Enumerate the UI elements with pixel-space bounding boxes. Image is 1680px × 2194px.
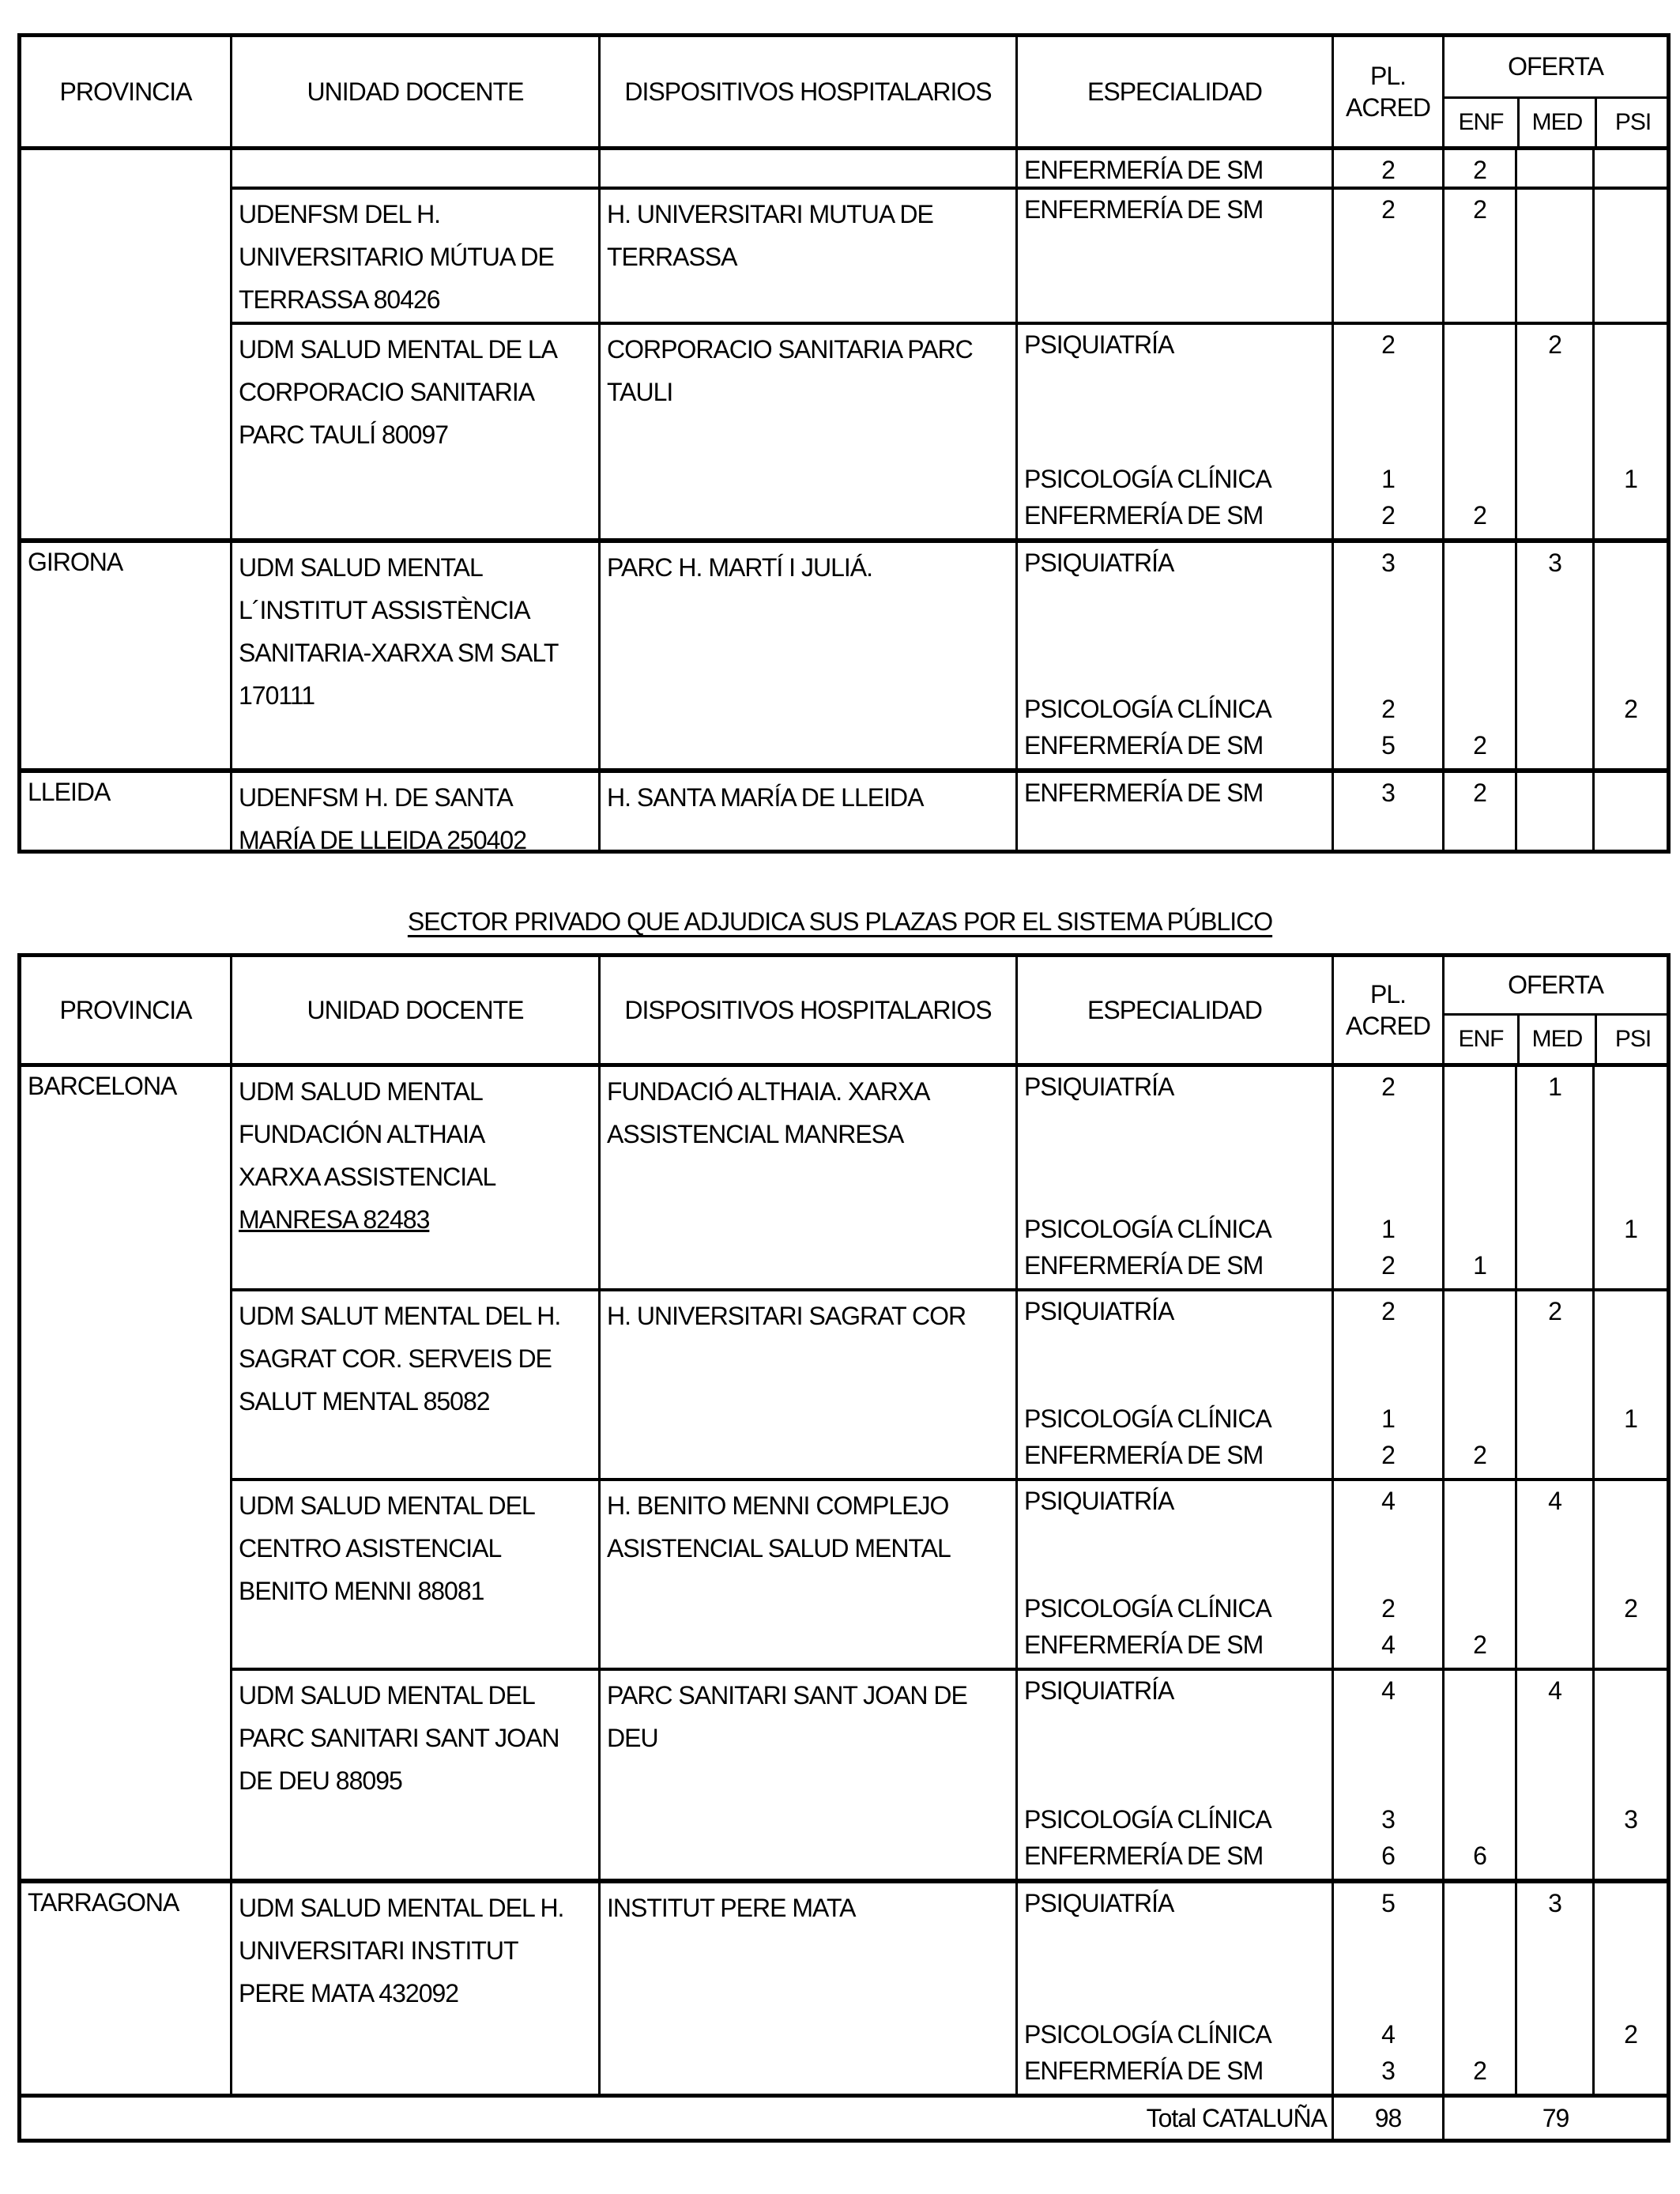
psi-value: [1595, 2053, 1667, 2089]
med-value: [1517, 1400, 1592, 1437]
pl-value: 3: [1381, 2056, 1395, 2085]
header-oferta: OFERTA: [1508, 52, 1603, 81]
psi-value: 2: [1624, 2020, 1637, 2049]
especialidad-cell: [1015, 1671, 1332, 1879]
med-cell: [1515, 1067, 1592, 1288]
enf-value: [1445, 1801, 1515, 1838]
province-group: [21, 538, 1667, 768]
province-rows: [230, 150, 1667, 538]
med-cell: [1515, 325, 1592, 538]
text-line: MANRESA 82483: [239, 1205, 430, 1234]
enf-value: 2: [1473, 1630, 1486, 1659]
text-line: UDM SALUD MENTAL DEL: [239, 1491, 535, 1520]
text-line: SAGRAT COR. SERVEIS DE: [239, 1344, 552, 1373]
especialidad-value: ENFERMERÍA DE SM: [1024, 501, 1264, 530]
unidad-docente-cell: [230, 773, 598, 850]
table-row: [230, 150, 1667, 187]
med-value: [1517, 1627, 1592, 1663]
pl-value: 2: [1381, 1441, 1395, 1469]
total-row: [21, 2094, 1667, 2139]
pl-value: 3: [1381, 778, 1395, 807]
pl-acred-cell: [1332, 543, 1442, 768]
psi-value: [1595, 1483, 1667, 1519]
enf-value: 2: [1473, 731, 1486, 760]
province-rows: [230, 1067, 1667, 1879]
psi-value: [1595, 1293, 1667, 1329]
especialidad-value: PSICOLOGÍA CLÍNICA: [1024, 1594, 1271, 1623]
especialidad-value: PSICOLOGÍA CLÍNICA: [1024, 1215, 1271, 1243]
psi-cell: [1592, 543, 1667, 768]
text-line: H. UNIVERSITARI MUTUA DE: [607, 200, 933, 228]
text-line: UDM SALUD MENTAL DE LA: [239, 335, 557, 364]
enf-cell: [1442, 1067, 1515, 1288]
pl-value: 4: [1381, 1630, 1395, 1659]
table-row: [230, 1668, 1667, 1879]
psi-cell: [1592, 325, 1667, 538]
table-body: [21, 1067, 1667, 2094]
enf-value: [1445, 1483, 1515, 1519]
pl-acred-cell: [1332, 1883, 1442, 2094]
header-dispositivos: DISPOSITIVOS HOSPITALARIOS: [598, 37, 1015, 146]
provincia-cell: [21, 150, 230, 538]
psi-value: 3: [1624, 1805, 1637, 1834]
header-med: MED: [1517, 1016, 1595, 1063]
especialidad-value: PSICOLOGÍA CLÍNICA: [1024, 1404, 1271, 1433]
text-line: PARC SANITARI SANT JOAN: [239, 1724, 559, 1752]
especialidad-cell: [1015, 773, 1332, 850]
psi-value: 1: [1624, 465, 1637, 493]
psi-value: 1: [1624, 1215, 1637, 1243]
dispositivos-cell: [598, 150, 1015, 187]
unidad-docente-cell: [230, 325, 598, 538]
med-value: 3: [1548, 1889, 1561, 1917]
dispositivos-cell: [598, 325, 1015, 538]
text-line: CENTRO ASISTENCIAL: [239, 1534, 502, 1563]
table-sector-privado: [17, 953, 1671, 2143]
med-cell: [1515, 1671, 1592, 1879]
med-value: [1517, 1437, 1592, 1473]
text-line: H. SANTA MARÍA DE LLEIDA: [607, 783, 924, 812]
psi-cell: [1592, 1883, 1667, 2094]
especialidad-cell: [1015, 1883, 1332, 2094]
header-pl-acred: PL. ACRED: [1332, 957, 1442, 1063]
psi-value: [1595, 1247, 1667, 1284]
enf-value: 1: [1473, 1251, 1486, 1280]
province-rows: [230, 1883, 1667, 2094]
enf-value: [1445, 1293, 1515, 1329]
total-pl-acred: 98: [1332, 2098, 1442, 2139]
text-line: BENITO MENNI 88081: [239, 1577, 484, 1605]
pl-value: 2: [1381, 330, 1395, 359]
med-value: [1517, 727, 1592, 763]
text-line: DE DEU 88095: [239, 1766, 402, 1795]
med-value: 2: [1548, 330, 1561, 359]
header-med: MED: [1517, 99, 1595, 146]
psi-value: [1595, 326, 1667, 363]
med-cell: [1515, 1481, 1592, 1668]
med-value: [1517, 775, 1592, 811]
enf-cell: [1442, 1883, 1515, 2094]
pl-value: 2: [1381, 695, 1395, 723]
dispositivos-cell: [598, 1481, 1015, 1668]
header-dispositivos: DISPOSITIVOS HOSPITALARIOS: [598, 957, 1015, 1063]
med-value: 3: [1548, 548, 1561, 577]
header-oferta: OFERTA: [1508, 971, 1603, 999]
enf-value: [1445, 1885, 1515, 1921]
psi-cell: [1592, 1067, 1667, 1288]
dispositivos-cell: [598, 1883, 1015, 2094]
header-oferta-group: [1442, 957, 1667, 1063]
table-row: [230, 543, 1667, 768]
table-body: [21, 150, 1667, 850]
med-cell: [1515, 150, 1592, 187]
text-line: XARXA ASSISTENCIAL: [239, 1163, 496, 1191]
psi-value: [1595, 727, 1667, 763]
enf-value: [1445, 691, 1515, 727]
text-line: DEU: [607, 1724, 658, 1752]
enf-value: 2: [1473, 778, 1486, 807]
text-line: TERRASSA 80426: [239, 285, 440, 314]
especialidad-cell: [1015, 1481, 1332, 1668]
pl-acred-cell: [1332, 1291, 1442, 1478]
enf-value: [1445, 1672, 1515, 1709]
province-group: [21, 1879, 1667, 2094]
enf-cell: [1442, 1291, 1515, 1478]
psi-cell: [1592, 190, 1667, 322]
med-value: 4: [1548, 1676, 1561, 1705]
table-row: [230, 1478, 1667, 1668]
pl-value: 2: [1381, 1251, 1395, 1280]
text-line: UDM SALUD MENTAL DEL H.: [239, 1894, 564, 1922]
med-value: [1517, 1801, 1592, 1838]
especialidad-value: ENFERMERÍA DE SM: [1024, 1842, 1264, 1870]
pl-value: 2: [1381, 195, 1395, 224]
section-title: SECTOR PRIVADO QUE ADJUDICA SUS PLAZAS POR EL SISTEMA PÚBLICO: [407, 907, 1273, 936]
text-line: L´INSTITUT ASSISTÈNCIA: [239, 596, 530, 624]
dispositivos-cell: [598, 190, 1015, 322]
text-line: UDM SALUD MENTAL: [239, 553, 483, 582]
pl-acred-cell: [1332, 773, 1442, 850]
text-line: H. BENITO MENNI COMPLEJO: [607, 1491, 949, 1520]
header-enf: ENF: [1458, 109, 1504, 135]
enf-cell: [1442, 1671, 1515, 1879]
especialidad-cell: [1015, 190, 1332, 322]
total-label: Total CATALUÑA: [1146, 2103, 1327, 2132]
text-line: UNIVERSITARIO MÚTUA DE: [239, 243, 554, 271]
provincia-cell: LLEIDA: [28, 778, 111, 806]
text-line: PERE MATA 432092: [239, 1979, 459, 2007]
pl-acred-cell: [1332, 190, 1442, 322]
pl-value: 2: [1381, 156, 1395, 184]
dispositivos-cell: [598, 1067, 1015, 1288]
text-line: TERRASSA: [607, 243, 737, 271]
psi-value: [1595, 152, 1667, 182]
province-rows: [230, 773, 1667, 850]
med-value: [1517, 461, 1592, 497]
especialidad-cell: [1015, 543, 1332, 768]
psi-cell: [1592, 150, 1667, 187]
pl-value: 5: [1381, 731, 1395, 760]
provincia-cell: TARRAGONA: [28, 1888, 179, 1917]
psi-value: [1595, 775, 1667, 811]
med-cell: [1515, 1883, 1592, 2094]
header-psi: PSI: [1595, 99, 1669, 146]
text-line: H. UNIVERSITARI SAGRAT COR: [607, 1302, 966, 1330]
especialidad-value: ENFERMERÍA DE SM: [1024, 778, 1264, 807]
province-rows: [230, 543, 1667, 768]
especialidad-value: PSICOLOGÍA CLÍNICA: [1024, 2020, 1271, 2049]
psi-value: [1595, 1437, 1667, 1473]
enf-value: [1445, 1400, 1515, 1437]
pl-value: 1: [1381, 1404, 1395, 1433]
unidad-docente-cell: [230, 190, 598, 322]
psi-value: [1595, 545, 1667, 581]
table-row: [230, 187, 1667, 322]
med-value: [1517, 1838, 1592, 1874]
especialidad-cell: [1015, 1067, 1332, 1288]
text-line: FUNDACIÓ ALTHAIA. XARXA: [607, 1077, 930, 1106]
enf-value: [1445, 326, 1515, 363]
enf-value: [1445, 2016, 1515, 2053]
med-value: 1: [1548, 1072, 1561, 1101]
psi-value: 2: [1624, 1594, 1637, 1623]
text-line: UDENFSM DEL H.: [239, 200, 441, 228]
enf-value: 2: [1473, 1441, 1486, 1469]
pl-value: 2: [1381, 1297, 1395, 1325]
text-line: SALUT MENTAL 85082: [239, 1387, 490, 1416]
especialidad-value: ENFERMERÍA DE SM: [1024, 731, 1264, 760]
psi-cell: [1592, 773, 1667, 850]
table-header: [21, 37, 1667, 150]
pl-acred-cell: [1332, 1481, 1442, 1668]
enf-cell: [1442, 190, 1515, 322]
psi-value: [1595, 1838, 1667, 1874]
psi-value: [1595, 1885, 1667, 1921]
pl-value: 4: [1381, 2020, 1395, 2049]
text-line: FUNDACIÓN ALTHAIA: [239, 1120, 485, 1148]
table-sector-publico: [17, 33, 1671, 854]
med-value: [1517, 497, 1592, 533]
psi-value: [1595, 191, 1667, 228]
text-line: CORPORACIO SANITARIA PARC: [607, 335, 973, 364]
enf-value: 2: [1473, 501, 1486, 530]
especialidad-value: ENFERMERÍA DE SM: [1024, 2056, 1264, 2085]
pl-value: 4: [1381, 1676, 1395, 1705]
header-pl-acred: PL. ACRED: [1332, 37, 1442, 146]
med-cell: [1515, 543, 1592, 768]
psi-value: [1595, 497, 1667, 533]
especialidad-cell: [1015, 1291, 1332, 1478]
header-especialidad: ESPECIALIDAD: [1015, 37, 1332, 146]
text-line: SANITARIA-XARXA SM SALT: [239, 639, 559, 667]
especialidad-value: PSICOLOGÍA CLÍNICA: [1024, 465, 1271, 493]
dispositivos-cell: [598, 1291, 1015, 1478]
provincia-cell: BARCELONA: [28, 1072, 177, 1100]
pl-value: 4: [1381, 1487, 1395, 1515]
province-group: [21, 768, 1667, 850]
enf-value: [1445, 461, 1515, 497]
text-line: UDM SALUT MENTAL DEL H.: [239, 1302, 561, 1330]
pl-acred-cell: [1332, 1067, 1442, 1288]
table-row: [230, 322, 1667, 538]
header-psi: PSI: [1595, 1016, 1669, 1063]
pl-acred-cell: [1332, 325, 1442, 538]
med-value: [1517, 152, 1592, 182]
enf-value: 2: [1473, 2056, 1486, 2085]
med-value: [1517, 691, 1592, 727]
med-value: 2: [1548, 1297, 1561, 1325]
enf-cell: [1442, 325, 1515, 538]
especialidad-value: PSIQUIATRÍA: [1024, 548, 1174, 577]
pl-acred-cell: [1332, 150, 1442, 187]
psi-value: [1595, 1672, 1667, 1709]
pl-value: 2: [1381, 501, 1395, 530]
especialidad-value: ENFERMERÍA DE SM: [1024, 156, 1264, 184]
header-provincia: PROVINCIA: [59, 995, 192, 1024]
med-value: [1517, 1247, 1592, 1284]
enf-value: [1445, 545, 1515, 581]
med-value: [1517, 2053, 1592, 2089]
especialidad-cell: [1015, 325, 1332, 538]
unidad-docente-cell: [230, 1883, 598, 2094]
table-row: [230, 773, 1667, 850]
text-line: ASISTENCIAL SALUD MENTAL: [607, 1534, 951, 1563]
especialidad-value: ENFERMERÍA DE SM: [1024, 1251, 1264, 1280]
header-enf: ENF: [1458, 1026, 1504, 1052]
header-unidad-docente: UNIDAD DOCENTE: [230, 957, 598, 1063]
med-cell: [1515, 773, 1592, 850]
text-line: MARÍA DE LLEIDA 250402: [239, 826, 526, 850]
especialidad-value: ENFERMERÍA DE SM: [1024, 1630, 1264, 1659]
text-line: ASSISTENCIAL MANRESA: [607, 1120, 904, 1148]
province-group: [21, 1067, 1667, 1879]
table-row: [230, 1288, 1667, 1478]
enf-value: 2: [1473, 156, 1486, 184]
text-line: UDM SALUD MENTAL DEL: [239, 1681, 535, 1710]
pl-value: 2: [1381, 1594, 1395, 1623]
especialidad-value: PSICOLOGÍA CLÍNICA: [1024, 1805, 1271, 1834]
enf-value: 2: [1473, 195, 1486, 224]
especialidad-value: PSIQUIATRÍA: [1024, 1676, 1174, 1705]
enf-value: [1445, 1211, 1515, 1247]
especialidad-value: ENFERMERÍA DE SM: [1024, 1441, 1264, 1469]
text-line: PARC H. MARTÍ I JULIÁ.: [607, 553, 872, 582]
especialidad-value: PSIQUIATRÍA: [1024, 1487, 1174, 1515]
med-value: [1517, 2016, 1592, 2053]
header-especialidad: ESPECIALIDAD: [1015, 957, 1332, 1063]
table-header: [21, 957, 1667, 1067]
text-line: CORPORACIO SANITARIA: [239, 378, 535, 406]
psi-cell: [1592, 1481, 1667, 1668]
unidad-docente-cell: [230, 1067, 598, 1288]
table-row: [230, 1883, 1667, 2094]
text-line: INSTITUT PERE MATA: [607, 1894, 856, 1922]
pl-acred-cell: [1332, 1671, 1442, 1879]
especialidad-value: PSIQUIATRÍA: [1024, 1297, 1174, 1325]
text-line: 170111: [239, 681, 315, 710]
psi-value: 1: [1624, 1404, 1637, 1433]
med-value: [1517, 191, 1592, 228]
enf-cell: [1442, 1481, 1515, 1668]
pl-value: 3: [1381, 1805, 1395, 1834]
enf-value: [1445, 1069, 1515, 1105]
med-cell: [1515, 190, 1592, 322]
enf-value: [1445, 1590, 1515, 1627]
psi-value: 2: [1624, 695, 1637, 723]
province-group: [21, 150, 1667, 538]
pl-value: 5: [1381, 1889, 1395, 1917]
text-line: TAULI: [607, 378, 673, 406]
total-oferta: 79: [1442, 2098, 1667, 2139]
enf-cell: [1442, 150, 1515, 187]
unidad-docente-cell: [230, 1291, 598, 1478]
table-row: [230, 1067, 1667, 1288]
enf-value: 6: [1473, 1842, 1486, 1870]
dispositivos-cell: [598, 1671, 1015, 1879]
med-cell: [1515, 1291, 1592, 1478]
enf-cell: [1442, 543, 1515, 768]
text-line: UDENFSM H. DE SANTA: [239, 783, 513, 812]
unidad-docente-cell: [230, 1481, 598, 1668]
pl-value: 6: [1381, 1842, 1395, 1870]
provincia-cell: GIRONA: [28, 548, 123, 576]
dispositivos-cell: [598, 773, 1015, 850]
psi-cell: [1592, 1671, 1667, 1879]
especialidad-value: PSIQUIATRÍA: [1024, 330, 1174, 359]
pl-value: 1: [1381, 1215, 1395, 1243]
med-value: 4: [1548, 1487, 1561, 1515]
pl-value: 1: [1381, 465, 1395, 493]
especialidad-value: PSIQUIATRÍA: [1024, 1072, 1174, 1101]
especialidad-value: PSIQUIATRÍA: [1024, 1889, 1174, 1917]
med-value: [1517, 1211, 1592, 1247]
unidad-docente-cell: [230, 543, 598, 768]
header-oferta-group: [1442, 37, 1667, 146]
psi-cell: [1592, 1291, 1667, 1478]
psi-value: [1595, 1069, 1667, 1105]
especialidad-cell: [1015, 150, 1332, 187]
psi-value: [1595, 1627, 1667, 1663]
enf-cell: [1442, 773, 1515, 850]
text-line: UDM SALUD MENTAL: [239, 1077, 483, 1106]
unidad-docente-cell: [230, 150, 598, 187]
pl-value: 2: [1381, 1072, 1395, 1101]
text-line: UNIVERSITARI INSTITUT: [239, 1936, 518, 1965]
text-line: PARC SANITARI SANT JOAN DE: [607, 1681, 967, 1710]
med-value: [1517, 1590, 1592, 1627]
unidad-docente-cell: [230, 1671, 598, 1879]
header-unidad-docente: UNIDAD DOCENTE: [230, 37, 598, 146]
especialidad-value: PSICOLOGÍA CLÍNICA: [1024, 695, 1271, 723]
dispositivos-cell: [598, 543, 1015, 768]
text-line: PARC TAULÍ 80097: [239, 420, 449, 449]
pl-value: 3: [1381, 548, 1395, 577]
especialidad-value: ENFERMERÍA DE SM: [1024, 195, 1264, 224]
header-provincia: PROVINCIA: [59, 77, 192, 106]
